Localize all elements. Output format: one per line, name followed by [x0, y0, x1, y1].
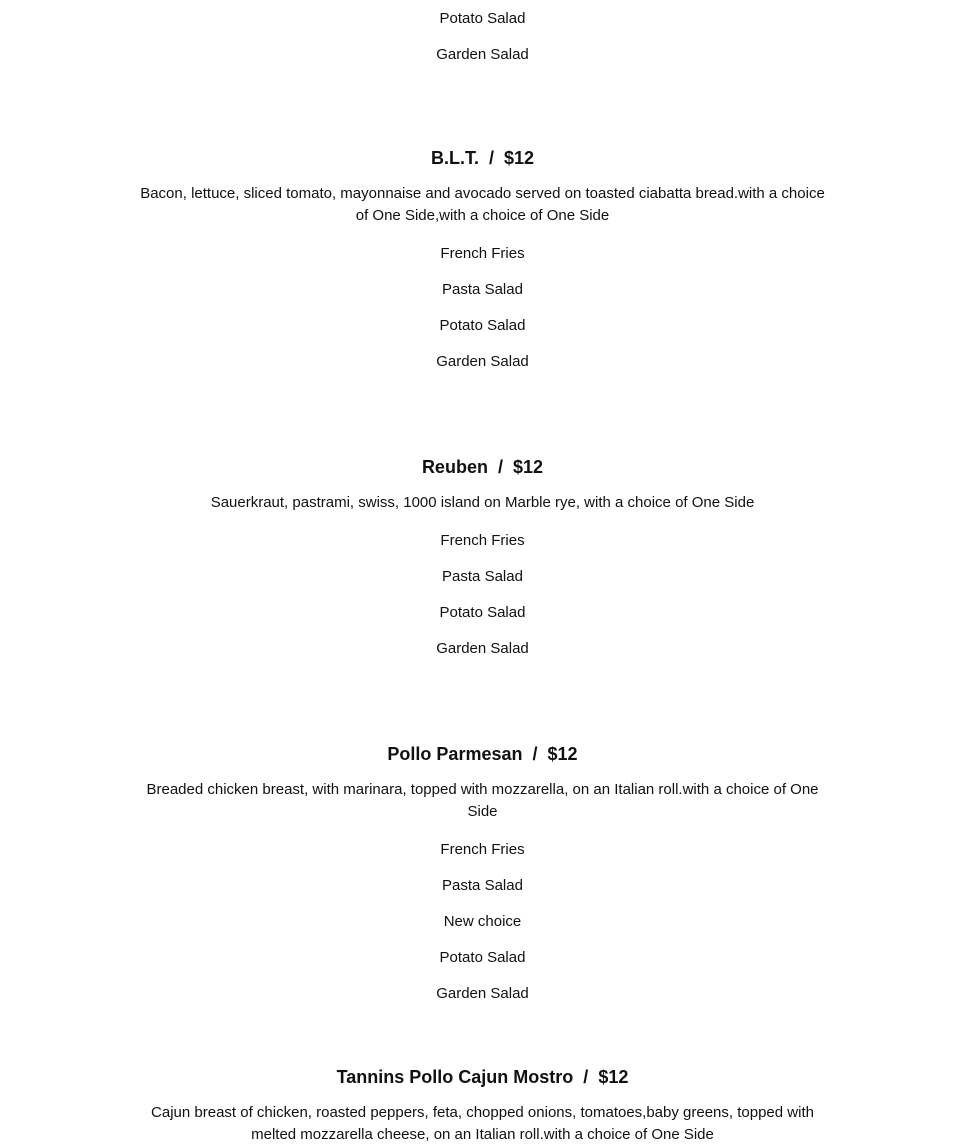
item-name: Reuben — [421, 457, 488, 477]
side-option[interactable]: Potato Salad — [439, 949, 526, 966]
side-option[interactable]: Potato Salad — [439, 604, 526, 621]
menu-item-title — [0, 147, 965, 183]
side-options — [0, 532, 965, 676]
menu-item-title — [0, 743, 965, 779]
title-separator: / — [583, 1067, 589, 1087]
item-price: $12 — [513, 457, 544, 477]
item-description: Breaded chicken breast, with marinara, topped with mozzarella, on an Italian roll.with a choice of One Side — [146, 781, 819, 820]
title-separator: / — [497, 457, 503, 477]
side-option[interactable]: New choice — [443, 913, 522, 930]
title-separator: / — [532, 744, 538, 764]
menu-item-pollo-cajun-mostro — [0, 1066, 965, 1146]
menu-item-blt — [0, 147, 965, 389]
side-option[interactable]: French Fries — [440, 245, 525, 262]
side-option[interactable]: Garden Salad — [436, 46, 529, 63]
menu-item-pollo-parmesan — [0, 743, 965, 1021]
item-description: Cajun breast of chicken, roasted peppers, feta, chopped onions, tomatoes,baby greens, topped with melted mozzarella cheese, on an Italian roll.with a choice of One Side — [151, 1104, 814, 1143]
side-option[interactable]: Garden Salad — [436, 985, 529, 1002]
side-option[interactable]: Garden Salad — [436, 640, 529, 657]
title-separator: / — [488, 148, 494, 168]
side-option[interactable]: Pasta Salad — [442, 877, 523, 894]
side-option[interactable]: French Fries — [440, 532, 525, 549]
menu-item-reuben — [0, 456, 965, 676]
side-option[interactable]: Pasta Salad — [442, 568, 523, 585]
side-option[interactable]: French Fries — [440, 841, 525, 858]
side-option[interactable]: Potato Salad — [439, 10, 526, 27]
item-description: Sauerkraut, pastrami, swiss, 1000 island on Marble rye, with a choice of One Side — [210, 494, 755, 511]
side-option[interactable]: Potato Salad — [439, 317, 526, 334]
item-price: $12 — [598, 1067, 629, 1087]
item-description: Bacon, lettuce, sliced tomato, mayonnaise and avocado served on toasted ciabatta bread.with a choice of One Side,with a choice of One Side — [140, 185, 825, 224]
previous-item-sides — [0, 0, 965, 82]
item-price: $12 — [504, 148, 535, 168]
side-option[interactable]: Garden Salad — [436, 353, 529, 370]
item-price: $12 — [547, 744, 578, 764]
item-name: Pollo Parmesan — [387, 744, 523, 764]
item-name: B.L.T. — [430, 148, 479, 168]
item-name: Tannins Pollo Cajun Mostro — [336, 1067, 574, 1087]
side-options — [0, 245, 965, 389]
menu-item-title — [0, 456, 965, 492]
side-options — [0, 841, 965, 1021]
side-option[interactable]: Pasta Salad — [442, 281, 523, 298]
menu-item-title — [0, 1066, 965, 1102]
